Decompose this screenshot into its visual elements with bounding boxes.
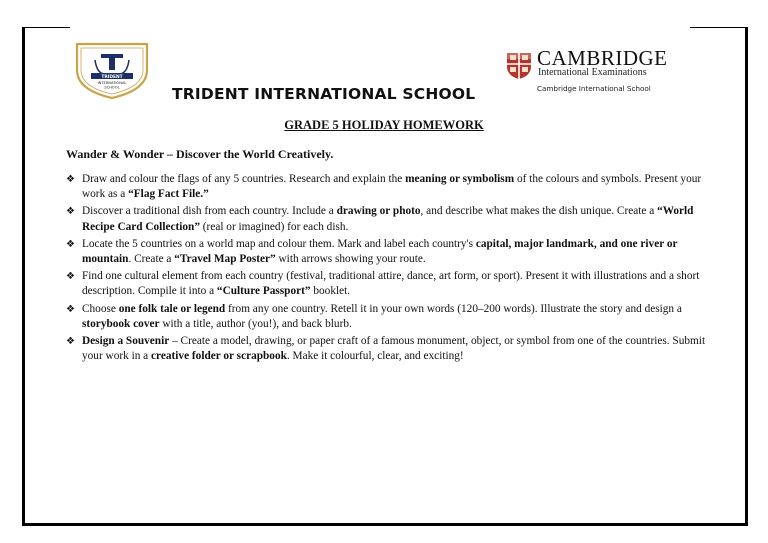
cambridge-title: CAMBRIDGE (537, 46, 668, 70)
task-text: , and describe what makes the dish unique. Create a (420, 205, 658, 218)
task-bold: “Flag Fact File.” (128, 188, 209, 201)
task-item (66, 172, 706, 202)
task-text: of the colours and symbols. Present your work as a (82, 173, 702, 201)
task-text: Find one cultural element from each country (festival, traditional attire, dance, art form, or sport). Present it with illustrations and a short description. Compile it into a (82, 270, 700, 298)
task-bold: “World Recipe Card Collection” (82, 205, 694, 233)
task-text: . Create a (128, 253, 175, 266)
task-text: Discover a traditional dish from each country. Include a (82, 205, 337, 218)
task-bold: creative folder or scrapbook (151, 350, 287, 363)
task-text: with a title, author (you!), and back blurb. (159, 317, 352, 330)
task-list (66, 172, 706, 366)
bullet-icon: ❖ (66, 336, 75, 348)
cambridge-school-line: Cambridge International School (537, 84, 651, 93)
task-item (66, 269, 706, 299)
bullet-icon: ❖ (66, 238, 75, 250)
task-text: booklet. (310, 285, 351, 298)
bullet-icon: ❖ (66, 271, 75, 283)
task-bold: meaning or symbolism (405, 173, 515, 185)
task-text: Choose (82, 302, 119, 315)
task-bold: storybook cover (82, 317, 160, 330)
task-bold: “Travel Map Poster” (174, 253, 276, 266)
task-item (66, 204, 706, 234)
task-bold: capital, major landmark, and one river or mountain (82, 237, 678, 266)
bullet-icon: ❖ (66, 206, 75, 218)
task-text: – Create a model, drawing, or paper craft of a famous monument, object, or symbol from one of the countries. Submit your work in a (82, 335, 706, 363)
cambridge-shield-icon (506, 52, 532, 80)
task-text: (real or imagined) for each dish. (199, 220, 349, 233)
bullet-icon: ❖ (66, 303, 75, 315)
task-text: Locate the 5 countries on a world map and colour them. Mark and label each country's (82, 237, 476, 250)
school-name: TRIDENT INTERNATIONAL SCHOOL (172, 85, 476, 103)
task-item (66, 237, 706, 267)
task-bold: drawing or photo (336, 205, 421, 218)
task-text: Draw and colour the flags of any 5 countries. Research and explain the (82, 173, 406, 185)
task-text: from any one country. Retell it in your own words (120–200 words). Illustrate the story and design a (225, 302, 682, 315)
task-item (66, 334, 706, 364)
logo-text-line3: SCHOOL (104, 85, 120, 90)
homework-heading (0, 118, 768, 133)
task-bold: Design a Souvenir (82, 335, 170, 348)
bullet-icon: ❖ (66, 174, 75, 185)
intro-line: Wander & Wonder – Discover the World Creatively. (66, 147, 334, 161)
task-bold: one folk tale or legend (118, 302, 226, 315)
task-text: with arrows showing your route. (275, 253, 426, 266)
task-bold: “Culture Passport” (216, 285, 311, 298)
logo-text-line1: TRIDENT (101, 75, 123, 80)
trident-school-logo (73, 40, 151, 100)
grade-label: GRADE 5 (284, 118, 339, 132)
cambridge-subtitle: International Examinations (538, 67, 647, 78)
logo-text-line2: INTERNATIONAL (97, 81, 127, 85)
task-text: . Make it colourful, clear, and exciting! (286, 350, 464, 363)
homework-title: HOLIDAY HOMEWORK (341, 118, 484, 132)
task-item (66, 302, 706, 332)
